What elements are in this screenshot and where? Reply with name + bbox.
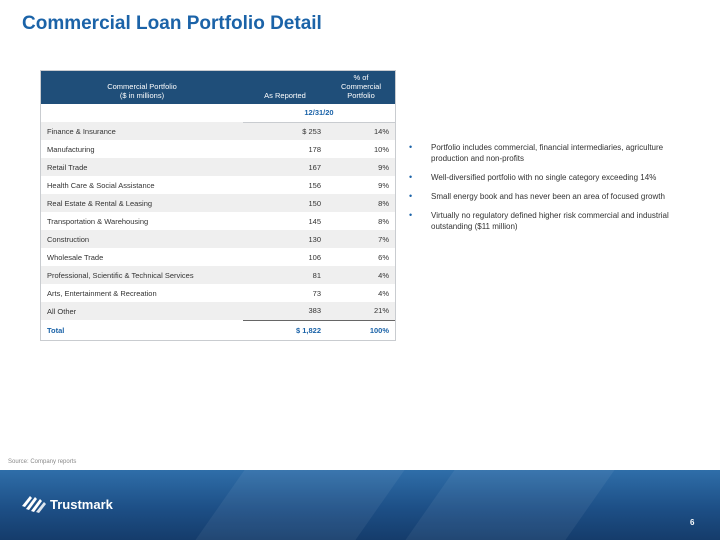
trustmark-logo-icon [20, 492, 48, 514]
table-row [41, 122, 395, 140]
table-row [41, 212, 395, 230]
commercial-portfolio-table [40, 70, 396, 341]
header-percent-line1: % of Commercial [340, 73, 381, 91]
row-category: All Other [47, 306, 77, 316]
row-percent: 14% [373, 126, 389, 136]
table-row [41, 230, 395, 248]
row-percent: 4% [378, 288, 389, 298]
header-percent [327, 71, 395, 104]
row-category: Arts, Entertainment & Recreation [47, 288, 157, 298]
row-amount: 150 [308, 198, 321, 208]
footer-stripe [405, 470, 614, 540]
row-category: Transportation & Warehousing [47, 216, 149, 226]
table-row [41, 302, 395, 320]
row-amount: 145 [308, 216, 321, 226]
page-number: 6 [690, 518, 695, 527]
bullet-text: Virtually no regulatory defined higher risk commercial and industrial outstanding ($11 million) [431, 211, 669, 231]
bullet-item [409, 210, 699, 232]
bullet-item [409, 172, 699, 183]
row-amount: $ 253 [302, 126, 321, 136]
source-note: Source: Company reports [8, 459, 77, 465]
row-amount: 130 [308, 234, 321, 244]
row-amount: 167 [308, 162, 321, 172]
table-row [41, 176, 395, 194]
page-title: Commercial Loan Portfolio Detail [22, 13, 322, 34]
portfolio-table [41, 71, 395, 340]
row-category: Professional, Scientific & Technical Services [47, 270, 194, 280]
row-percent: 10% [373, 144, 389, 154]
row-amount: 178 [308, 144, 321, 154]
header-amount: As Reported [264, 91, 306, 100]
row-percent: 9% [378, 162, 389, 172]
footer-stripe [195, 470, 404, 540]
bullet-item [409, 142, 699, 164]
row-percent: 8% [378, 198, 389, 208]
row-percent: 7% [378, 234, 389, 244]
bullet-text: Small energy book and has never been an area of focused growth [431, 192, 665, 201]
date-label: 12/31/20 [243, 104, 395, 122]
row-percent: 9% [378, 180, 389, 190]
table-row [41, 284, 395, 302]
row-category: Finance & Insurance [47, 126, 116, 136]
row-amount: 106 [308, 252, 321, 262]
total-percent: 100% [327, 320, 395, 340]
bullet-text: Portfolio includes commercial, financial intermediaries, agriculture production and non-profits [431, 143, 664, 163]
bullet-text: Well-diversified portfolio with no single category exceeding 14% [431, 173, 657, 182]
row-category: Retail Trade [47, 162, 88, 172]
bullet-dot-icon: • [409, 210, 413, 220]
row-amount: 81 [312, 270, 321, 280]
row-percent: 8% [378, 216, 389, 226]
table-row [41, 194, 395, 212]
row-category: Real Estate & Rental & Leasing [47, 198, 153, 208]
bullet-dot-icon: • [409, 172, 413, 182]
row-percent: 4% [378, 270, 389, 280]
bullet-dot-icon: • [409, 191, 413, 201]
header-category [41, 71, 243, 104]
bullet-list [409, 142, 699, 240]
total-label: Total [47, 325, 65, 335]
total-row [41, 320, 395, 340]
row-amount: 73 [312, 288, 321, 298]
row-category: Health Care & Social Assistance [47, 180, 155, 190]
table-row [41, 140, 395, 158]
brand-name: Trustmark [50, 497, 113, 512]
row-amount: 383 [308, 306, 321, 316]
total-amount: $ 1,822 [243, 320, 327, 340]
footer-banner [0, 470, 720, 540]
row-category: Construction [47, 234, 90, 244]
bullet-dot-icon: • [409, 142, 413, 152]
bullet-item [409, 191, 699, 202]
row-category: Manufacturing [47, 144, 95, 154]
table-row [41, 158, 395, 176]
header-category-line1: Commercial Portfolio [107, 82, 177, 91]
header-percent-line2: Portfolio [347, 91, 375, 100]
table-row [41, 248, 395, 266]
table-header-row [41, 71, 395, 104]
row-amount: 156 [308, 180, 321, 190]
header-category-line2: ($ in millions) [119, 91, 165, 100]
row-category: Wholesale Trade [47, 252, 104, 262]
table-row [41, 266, 395, 284]
row-percent: 21% [373, 306, 389, 316]
row-percent: 6% [378, 252, 389, 262]
date-row [41, 104, 395, 122]
